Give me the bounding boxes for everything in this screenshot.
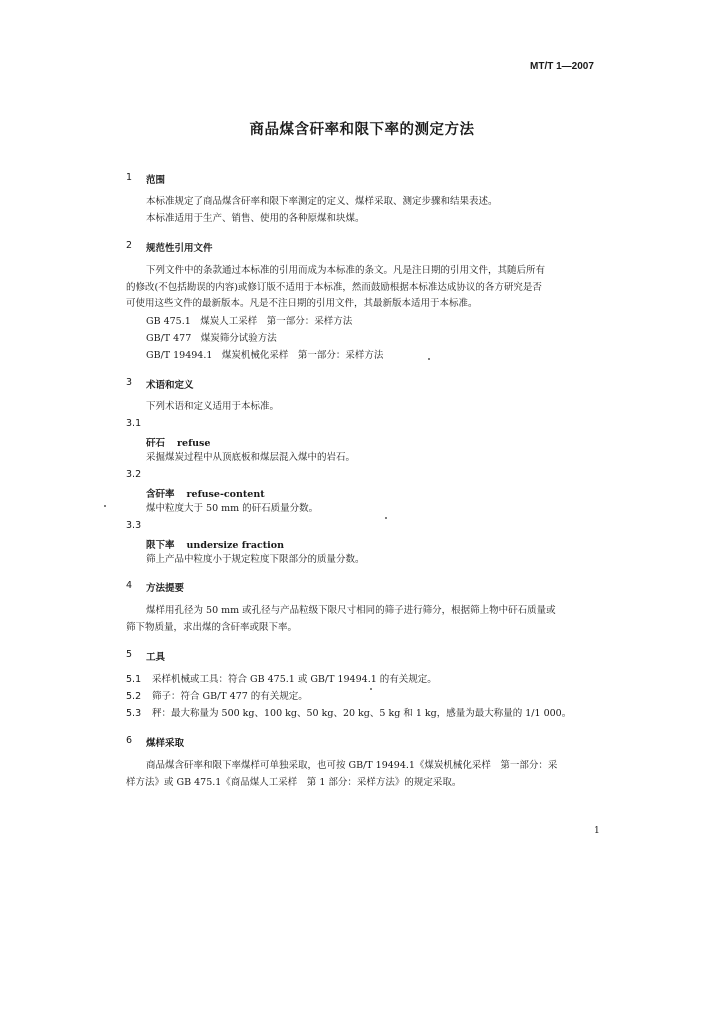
scan-speck [370,688,372,690]
section-number: 5 [126,649,133,660]
term-number: 3.1 [126,418,142,429]
paragraph-line: 本标准规定了商品煤含矸率和限下率测定的定义、煤样采取、测定步骤和结果表述。 [146,196,498,207]
section-heading: 方法提要 [146,583,185,594]
scan-speck [428,358,430,360]
term-zh: 矸石 [146,438,166,449]
section-number: 2 [126,240,133,251]
section-heading: 煤样采取 [146,738,185,749]
term-number: 3.2 [126,469,142,480]
clause-text: 秤：最大称量为 500 kg、100 kg、50 kg、20 kg、5 kg 和 1 kg，感量为最大称量的 1/1 000。 [152,708,572,719]
document-title: 商品煤含矸率和限下率的测定方法 [249,122,475,138]
reference-item: GB 475.1 煤炭人工采样 第一部分：采样方法 [146,316,353,327]
paragraph-line: 可使用这些文件的最新版本。凡是不注日期的引用文件，其最新版本适用于本标准。 [126,298,478,309]
term-definition: 采掘煤炭过程中从顶底板和煤层混入煤中的岩石。 [146,452,356,463]
document-number: MT/T 1—2007 [530,61,594,72]
term-zh: 含矸率 [146,489,175,500]
paragraph-line: 筛下物质量，求出煤的含矸率或限下率。 [126,622,298,633]
paragraph-line: 样方法》或 GB 475.1《商品煤人工采样 第 1 部分：采样方法》的规定采取。 [126,777,462,788]
clause-text: 采样机械或工具：符合 GB 475.1 或 GB/T 19494.1 的有关规定。 [152,674,437,685]
paragraph-line: 煤样用孔径为 50 mm 或孔径与产品粒级下限尺寸相同的筛子进行筛分，根据筛上物中矸石质量或 [146,605,556,616]
term-title [146,537,284,551]
term-zh: 限下率 [146,540,175,551]
term-title [146,486,265,500]
term-en: refuse [177,438,211,449]
term-en: undersize fraction [186,540,284,551]
term-number: 3.3 [126,520,142,531]
section-heading: 术语和定义 [146,380,194,391]
page-number: 1 [594,826,600,836]
scan-speck [104,505,106,507]
paragraph-line: 本标准适用于生产、销售、使用的各种原煤和块煤。 [146,213,365,224]
term-title [146,435,210,449]
section-heading: 范围 [146,175,166,186]
clause-text: 筛子：符合 GB/T 477 的有关规定。 [152,691,308,702]
term-definition: 煤中粒度大于 50 mm 的矸石质量分数。 [146,503,319,514]
clause-number: 5.2 [126,691,142,702]
section-number: 6 [126,735,133,746]
term-en: refuse-content [186,489,265,500]
reference-item: GB/T 19494.1 煤炭机械化采样 第一部分：采样方法 [146,350,384,361]
clause-number: 5.3 [126,708,142,719]
paragraph-line: 商品煤含矸率和限下率煤样可单独采取，也可按 GB/T 19494.1《煤炭机械化采样 第一部分：采 [146,760,558,771]
scan-speck [385,517,387,519]
clause-number: 5.1 [126,674,142,685]
section-heading: 规范性引用文件 [146,243,213,254]
section-heading: 工具 [146,652,166,663]
term-definition: 筛上产品中粒度小于规定粒度下限部分的质量分数。 [146,554,365,565]
section-number: 1 [126,172,133,183]
reference-item: GB/T 477 煤炭筛分试验方法 [146,333,277,344]
section-number: 4 [126,580,133,591]
paragraph-line: 的修改(不包括勘误的内容)或修订版不适用于本标准，然而鼓励根据本标准达成协议的各方研究是否 [126,282,542,293]
paragraph-line: 下列文件中的条款通过本标准的引用而成为本标准的条文。凡是注日期的引用文件，其随后所有 [146,265,546,276]
paragraph-line: 下列术语和定义适用于本标准。 [146,401,280,412]
section-number: 3 [126,377,133,388]
